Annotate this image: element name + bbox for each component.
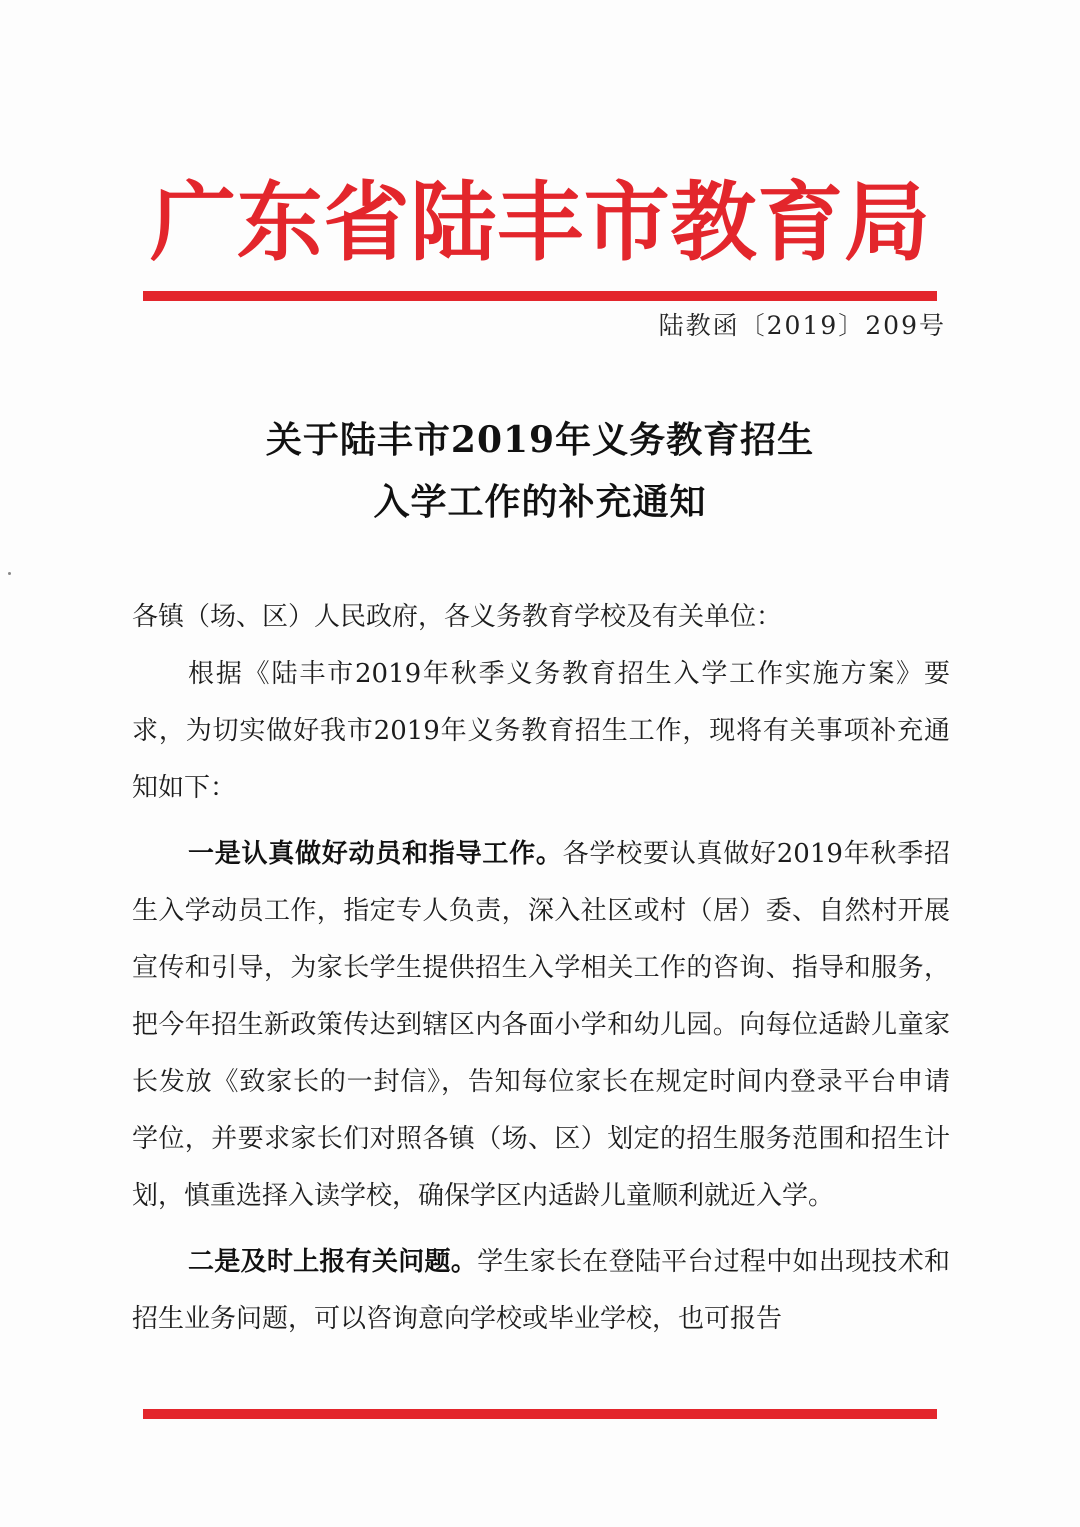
item-2-paragraph (132, 1234, 950, 1348)
intro-paragraph: 根据《陆丰市2019年秋季义务教育招生入学工作实施方案》要求，为切实做好我市2019年义务教育招生工作，现将有关事项补充通知如下： (132, 659, 950, 803)
salutation: 各镇（场、区）人民政府，各义务教育学校及有关单位： (132, 602, 783, 632)
letterhead-title: 广东省陆丰市教育局 (150, 173, 930, 273)
scan-speck (8, 572, 11, 575)
item-2-heading: 二是及时上报有关问题。 (188, 1247, 478, 1277)
item-1-heading: 一是认真做好动员和指导工作。 (188, 839, 563, 869)
footer-red-rule (143, 1409, 937, 1419)
item-2-text: 学生家长在登陆平台过程中如出现技术和招生业务问题，可以咨询意向学校或毕业学校，也可报告 (132, 1247, 950, 1334)
document-title-line-2: 入学工作的补充通知 (373, 481, 707, 523)
item-1-text: 各学校要认真做好2019年秋季招生入学动员工作，指定专人负责，深入社区或村（居）委、自然村开展宣传和引导，为家长学生提供招生入学相关工作的咨询、指导和服务，把今年招生新政策传达到辖区内各面小学和幼儿园。向每位适龄儿童家长发放《致家长的一封信》，告知每位家长在规定时间内登录平台申请学位，并要求家长们对照各镇（场、区）划定的招生服务范围和招生计划，慎重选择入读学校，确保学区内适龄儿童顺利就近入学。 (132, 839, 950, 1211)
item-1-paragraph (132, 826, 950, 1225)
letterhead-red-rule (143, 291, 937, 301)
document-body (132, 589, 950, 1348)
document-number: 陆教函〔2019〕209号 (658, 311, 946, 340)
document-title-line-1: 关于陆丰市2019年义务教育招生 (265, 419, 815, 461)
